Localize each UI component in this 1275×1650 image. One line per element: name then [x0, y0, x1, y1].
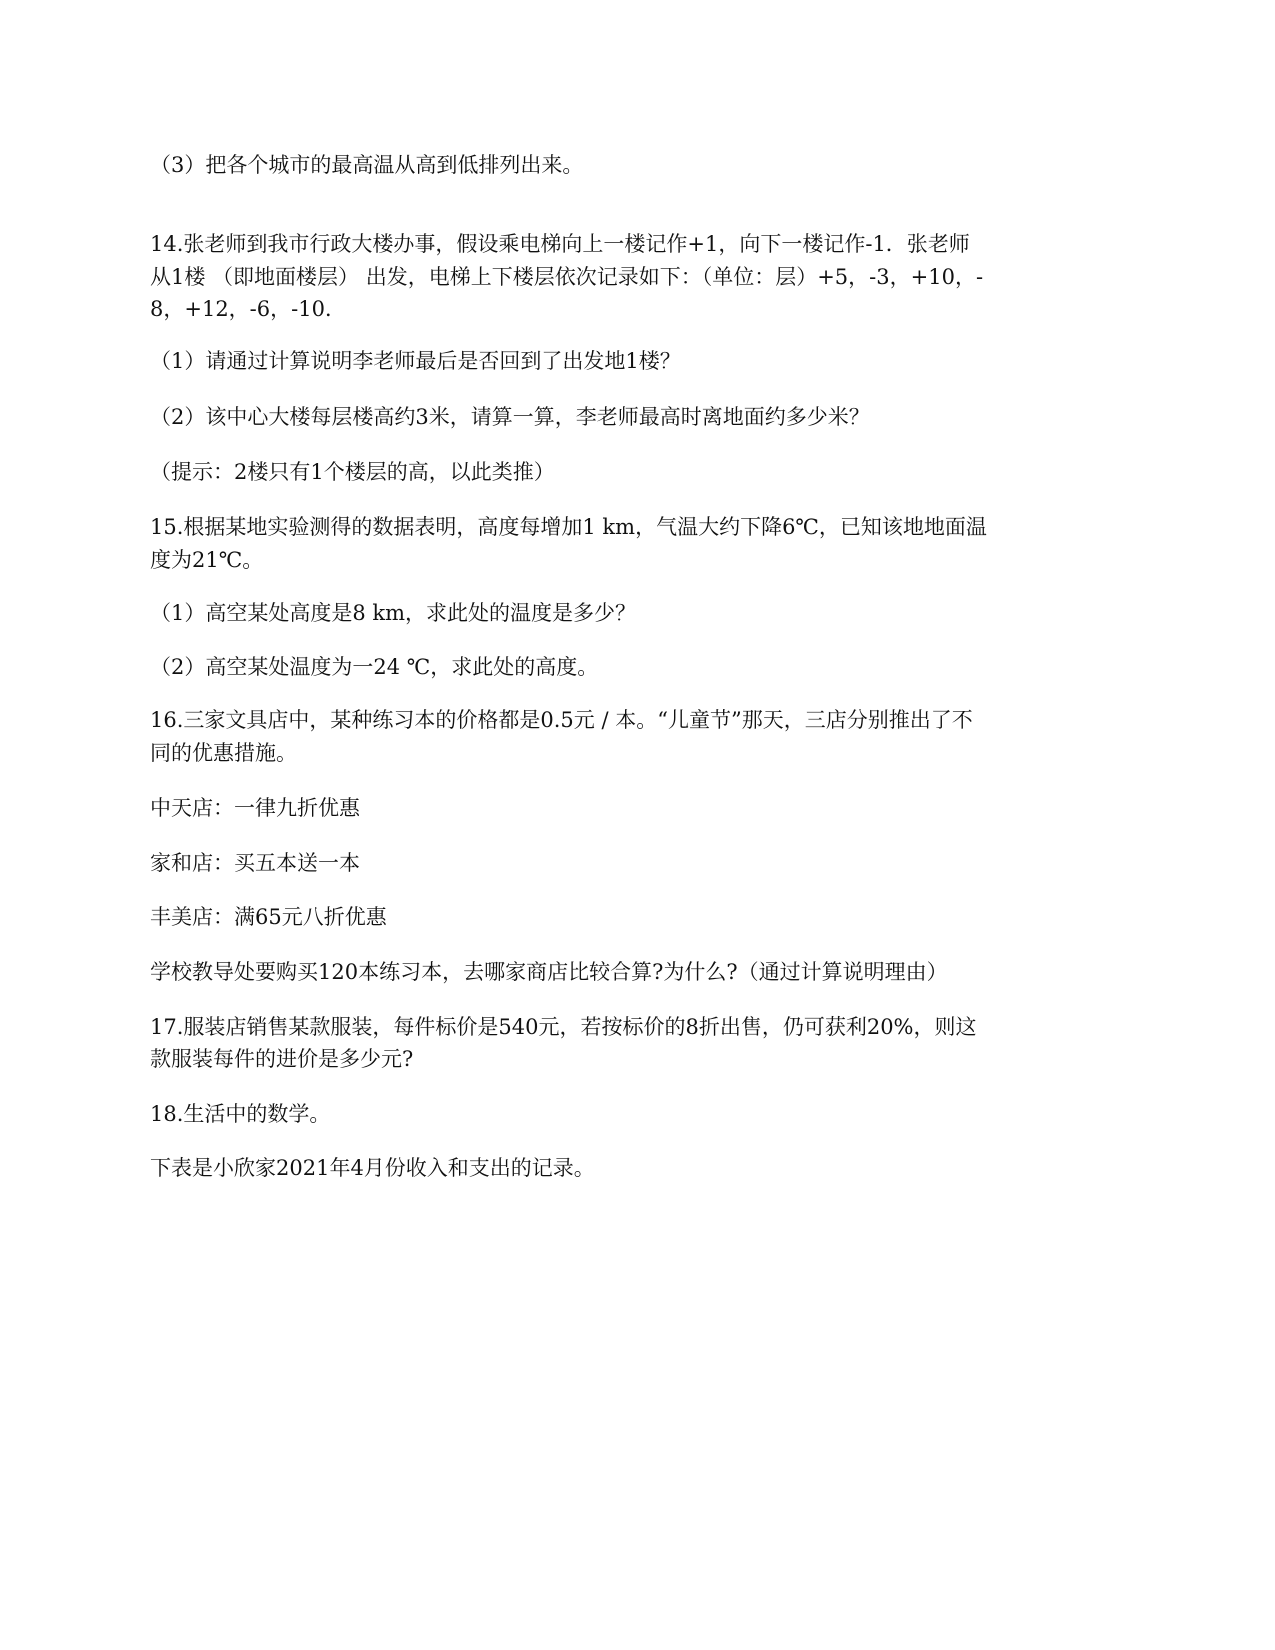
q16-line1: 16.三家文具店中，某种练习本的价格都是0.5元 / 本。“儿童节”那天，三店分别推出了不 [150, 708, 973, 732]
q13-part3: （3）把各个城市的最高温从高到低排列出来。 [150, 153, 584, 177]
q15-line1: 15.根据某地实验测得的数据表明，高度每增加1 km，气温大约下降6℃，已知该地地面温 [150, 515, 987, 539]
q15-part1: （1）高空某处高度是8 km，求此处的温度是多少？ [150, 601, 637, 625]
q15-part2: （2）高空某处温度为一24 ℃，求此处的高度。 [150, 655, 599, 679]
q14-line1: 14.张老师到我市行政大楼办事，假设乘电梯向上一楼记作+1，向下一楼记作-1．张老师 [150, 232, 970, 256]
q16-store-fengmei: 丰美店：满65元八折优惠 [150, 905, 387, 929]
q16-question: 学校教导处要购买120本练习本，去哪家商店比较合算?为什么?（通过计算说明理由） [150, 960, 948, 984]
q16-line2: 同的优惠措施。 [150, 741, 297, 765]
q14-part1: （1）请通过计算说明李老师最后是否回到了出发地1楼？ [150, 349, 681, 373]
q17-line2: 款服装每件的进价是多少元? [150, 1047, 414, 1071]
q14-line3: 8，+12，-6，-10． [150, 297, 346, 321]
q15-line2: 度为21℃。 [150, 548, 264, 572]
q16-store-jiahe: 家和店：买五本送一本 [150, 851, 360, 875]
q18-title: 18.生活中的数学。 [150, 1102, 331, 1126]
q16-store-zhongtian: 中天店：一律九折优惠 [150, 796, 360, 820]
q18-intro: 下表是小欣家2021年4月份收入和支出的记录。 [150, 1156, 595, 1180]
q17-line1: 17.服装店销售某款服装，每件标价是540元，若按标价的8折出售，仍可获利20%，则这 [150, 1015, 977, 1039]
q14-hint: （提示：2楼只有1个楼层的高，以此类推） [150, 460, 555, 484]
q14-line2: 从1楼 （即地面楼层） 出发，电梯上下楼层依次记录如下：（单位：层）+5，-3，+10，- [150, 265, 984, 289]
q14-part2: （2）该中心大楼每层楼高约3米，请算一算，李老师最高时离地面约多少米？ [150, 405, 870, 429]
